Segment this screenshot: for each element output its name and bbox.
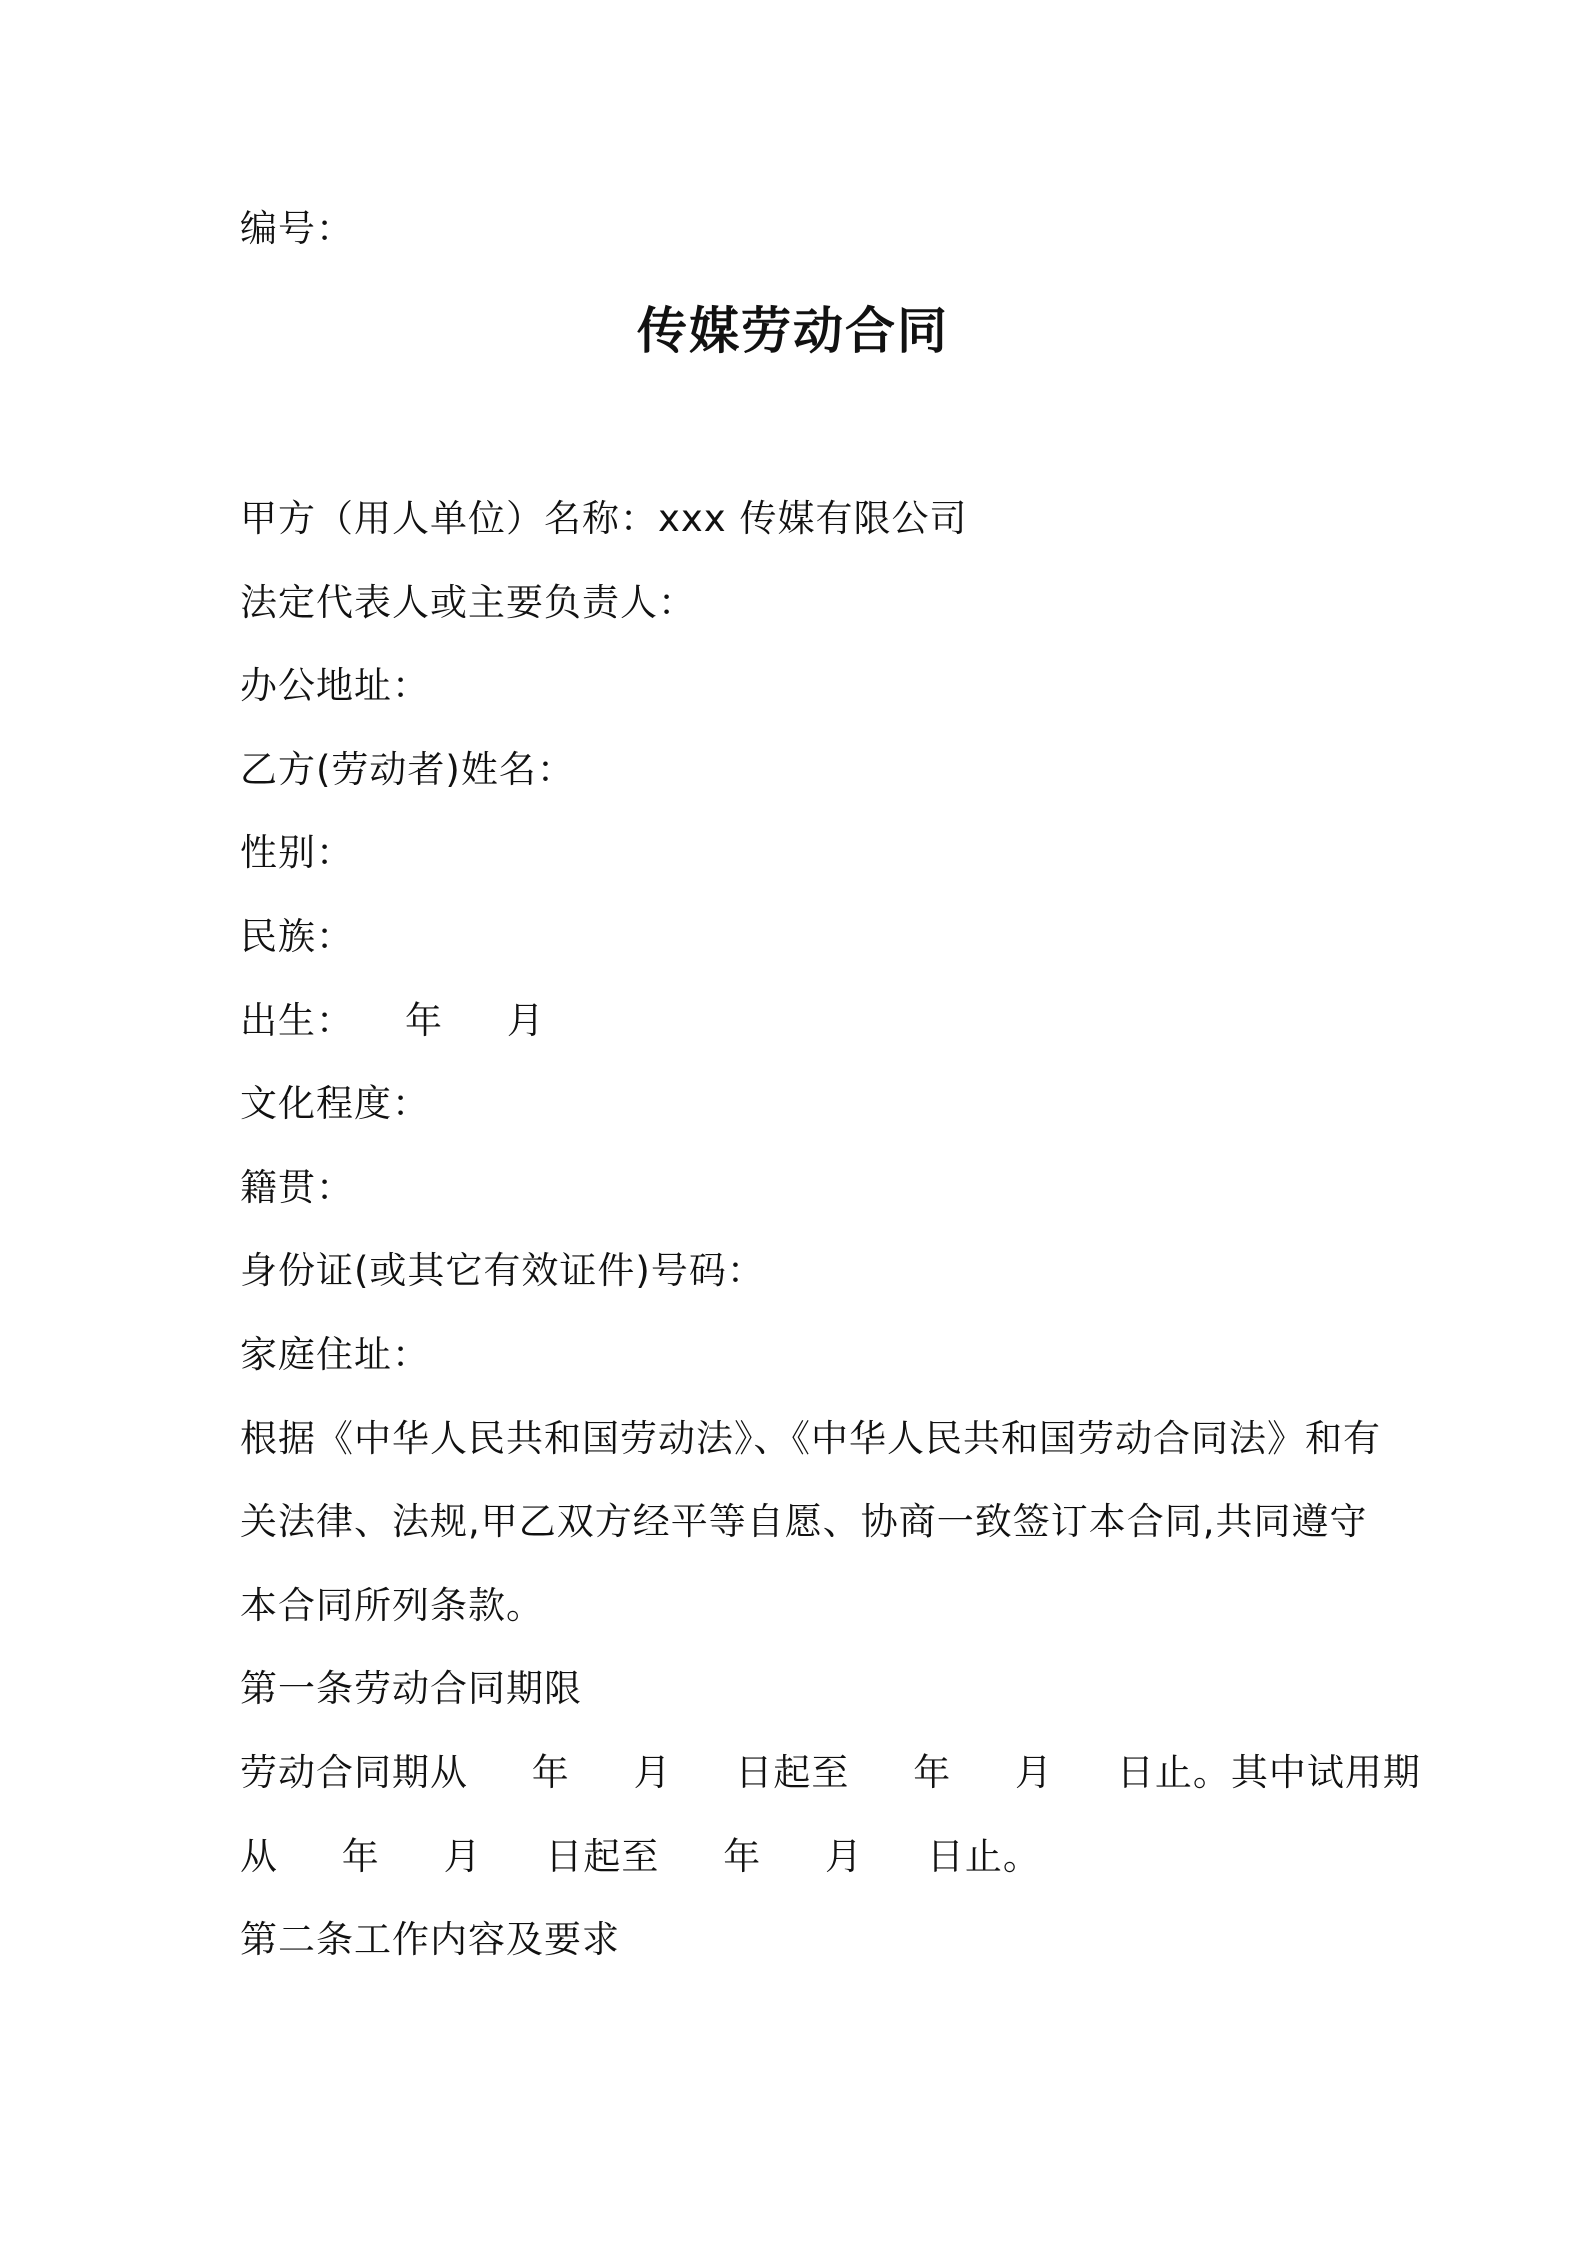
education-line: 文化程度：	[240, 1082, 430, 1126]
home-address-line: 家庭住址：	[240, 1332, 430, 1376]
id-number-line: 身份证(或其它有效证件)号码：	[240, 1249, 765, 1293]
contract-number-label: 编号：	[240, 207, 354, 250]
ethnicity-line: 民族：	[240, 914, 354, 958]
contract-term-line-1: 劳动合同期从 年 月 日起至 年 月 日止。其中试用期	[240, 1750, 1421, 1794]
legal-representative-line: 法定代表人或主要负责人：	[240, 580, 696, 624]
article-2-heading: 第二条工作内容及要求	[240, 1918, 620, 1962]
preamble-line-2: 关法律、法规,甲乙双方经平等自愿、协商一致签订本合同,共同遵守	[240, 1500, 1368, 1544]
party-b-name-line: 乙方(劳动者)姓名：	[240, 747, 575, 791]
contract-title: 传媒劳动合同	[637, 302, 949, 360]
office-address-line: 办公地址：	[240, 664, 430, 708]
preamble-line-3: 本合同所列条款。	[240, 1583, 544, 1627]
birth-date-line: 出生： 年 月	[240, 998, 545, 1042]
party-a-name-line: 甲方（用人单位）名称：xxx 传媒有限公司	[240, 497, 968, 540]
preamble-line-1: 根据《中华人民共和国劳动法》、《中华人民共和国劳动合同法》和有	[240, 1416, 1381, 1460]
article-1-heading: 第一条劳动合同期限	[240, 1667, 582, 1711]
native-place-line: 籍贯：	[240, 1165, 354, 1209]
contract-body	[240, 494, 1421, 1999]
gender-line: 性别：	[240, 831, 354, 875]
contract-term-line-2: 从 年 月 日起至 年 月 日止。	[240, 1834, 1041, 1878]
